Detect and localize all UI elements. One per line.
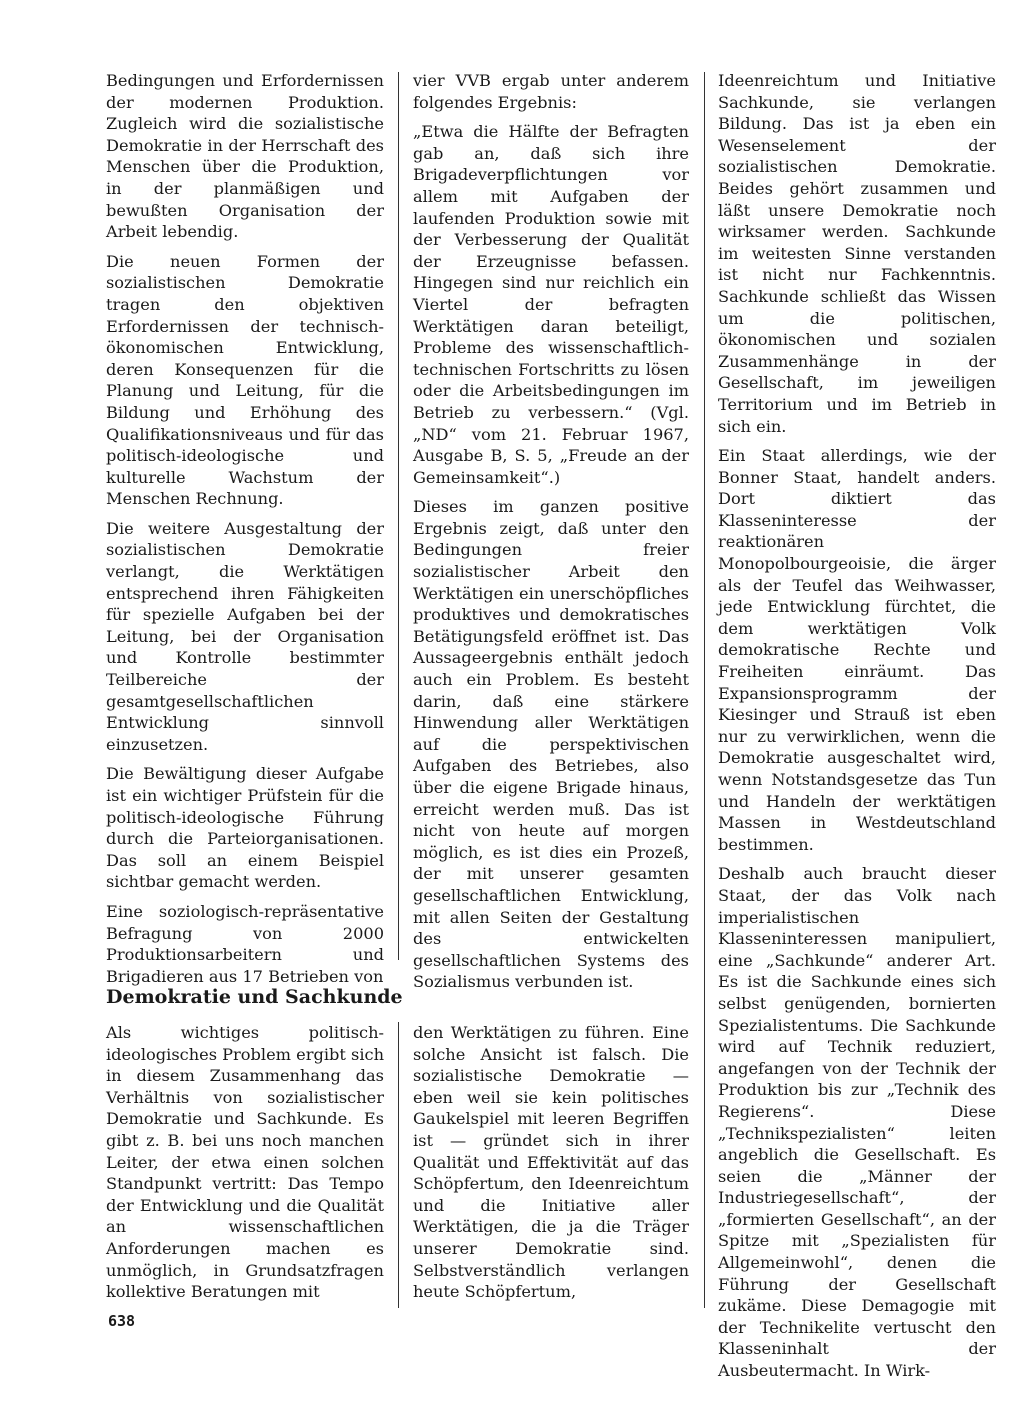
column-middle-bottom [413, 1022, 689, 1311]
paragraph: Dieses im ganzen positive Ergebnis zeigt, daß unter den Bedingungen freier sozialistischer Arbeit den Werktätigen ein unerschöpfliches produktives und demokratisches Betätigungsfeld eröffnet ist. Das Aussageergebnis enthält jedoch auch ein Problem. Es besteht darin, daß eine stärkere Hinwendung aller Werktätigen auf die perspektivischen Aufgaben des Betriebes, also über die eigene Brigade hinaus, erreicht werden muß. Das ist nicht von heute auf morgen möglich, es ist dies ein Prozeß, der mit unserer gesamten gesellschaftlichen Entwicklung, mit allen Seiten der Gestaltung des entwickelten gesellschaftlichen Systems des Sozialismus verbunden ist. [413, 497, 689, 992]
paragraph: Bedingungen und Erfordernissen der modernen Produktion. Zugleich wird die sozialistische Demokratie in der Herrschaft des Menschen über die Produktion, in der planmäßigen und bewußten Organisation der Arbeit lebendig. [106, 71, 384, 242]
column-middle-top [413, 70, 689, 1001]
paragraph: Die neuen Formen der sozialistischen Demokratie tragen den objektiven Erfordernissen der technisch-ökonomischen Entwicklung, deren Konsequenzen für die Planung und Leitung, für die Bildung und Erhöhung des Qualifikationsniveaus und für das politisch-ideologische und kulturelle Wachstum der Menschen Rechnung. [106, 251, 384, 509]
paragraph: Die weitere Ausgestaltung der sozialistischen Demokratie verlangt, die Werktätigen entsprechend ihren Fähigkeiten für spezielle Aufgaben bei der Leitung, bei der Organisation und Kontrolle bestimmter Teilbereiche der gesamtgesellschaftlichen Entwicklung sinnvoll einzusetzen. [106, 518, 384, 754]
paragraph: Eine soziologisch-repräsentative Befragung von 2000 Produktionsarbeitern und Brigadieren aus 17 Betrieben von [106, 901, 384, 986]
column-divider [398, 1022, 399, 1308]
column-left-top [106, 70, 384, 995]
paragraph: Die Bewältigung dieser Aufgabe ist ein wichtiger Prüfstein für die politisch-ideologische Führung durch die Parteiorganisationen. Das soll an einem Beispiel sichtbar gemacht werden. [106, 764, 384, 892]
paragraph: den Werktätigen zu führen. Eine solche Ansicht ist falsch. Die sozialistische Demokratie — eben weil sie kein politisches Gaukelspiel mit leeren Begriffen ist — gründet sich in ihrer Qualität und Effektivität auf das Schöpfertum, den Ideenreichtum und die Initiative aller Werktätigen, die ja die Träger unserer Demokratie sind. Selbstverständlich verlangen heute Schöpfertum, [413, 1023, 689, 1302]
section-heading: Demokratie und Sachkunde [106, 986, 403, 1008]
page-number: 638 [108, 1312, 136, 1330]
paragraph: Deshalb auch braucht dieser Staat, der das Volk nach imperialistischen Klasseninteressen manipuliert, eine „Sachkunde“ anderer Art. Es ist die Sachkunde eines sich selbst genügenden, bornierten Spezialistentums. Die Sachkunde wird auf Technik reduziert, angefangen von der Technik der Produktion bis zur „Technik des Regierens“. Diese „Technikspezialisten“ leiten angeblich die Gesellschaft. Es seien die „Männer der Industriegesellschaft“, der „formierten Gesellschaft“, an der Spitze mit „Spezialisten für Allgemeinwohl“, denen die Führung der Gesellschaft zukäme. Diese Demagogie mit der Technikelite vertuscht den Klasseninhalt der Ausbeutermacht. In Wirk- [718, 864, 996, 1381]
column-divider [398, 72, 399, 960]
paragraph: Ideenreichtum und Initiative Sachkunde, sie verlangen Bildung. Das ist ja eben ein Wesenselement der sozialistischen Demokratie. Beides gehört zusammen und läßt unsere Demokratie noch wirksamer werden. Sachkunde im weitesten Sinne verstanden ist nicht nur Fachkenntnis. Sachkunde schließt das Wissen um die politischen, ökonomischen und sozialen Zusammenhänge in der Gesellschaft, im jeweiligen Territorium und im Betrieb in sich ein. [718, 71, 996, 436]
paragraph: Ein Staat allerdings, wie der Bonner Staat, handelt anders. Dort diktiert das Klasseninteresse der reaktionären Monopolbourgeoisie, die ärger als der Teufel das Weihwasser, jede Entwicklung fürchtet, die dem werktätigen Volk demokratische Rechte und Freiheiten einräumt. Das Expansionsprogramm der Kiesinger und Strauß ist eben nur zu verwirklichen, wenn die Demokratie ausgeschaltet wird, wenn Notstandsgesetze das Tun und Handeln der werktätigen Massen in Westdeutschland bestimmen. [718, 446, 996, 854]
paragraph: „Etwa die Hälfte der Befragten gab an, daß sich ihre Brigadeverpflichtungen vor allem mit Aufgaben der laufenden Produktion sowie mit der Verbesserung der Qualität der Erzeugnisse befassen. Hingegen sind nur reichlich ein Viertel der befragten Werktätigen daran beteiligt, Probleme des wissenschaftlich-technischen Fortschritts zu lösen oder die Arbeitsbedingungen im Betrieb zu verbessern.“ (Vgl. „ND“ vom 21. Februar 1967, Ausgabe B, S. 5, „Freude an der Gemeinsamkeit“.) [413, 122, 689, 487]
column-divider [704, 72, 705, 1308]
column-right [718, 70, 996, 1390]
paragraph: Als wichtiges politisch-ideologisches Problem ergibt sich in diesem Zusammenhang das Verhältnis von sozialistischer Demokratie und Sachkunde. Es gibt z. B. bei uns noch manchen Leiter, der etwa einen solchen Standpunkt vertritt: Das Tempo der Entwicklung und die Qualität an wissenschaftlichen Anforderungen machen es unmöglich, in Grundsatzfragen kollektive Beratungen mit [106, 1023, 384, 1302]
paragraph: vier VVB ergab unter anderem folgendes Ergebnis: [413, 71, 689, 112]
column-left-bottom [106, 1022, 384, 1311]
